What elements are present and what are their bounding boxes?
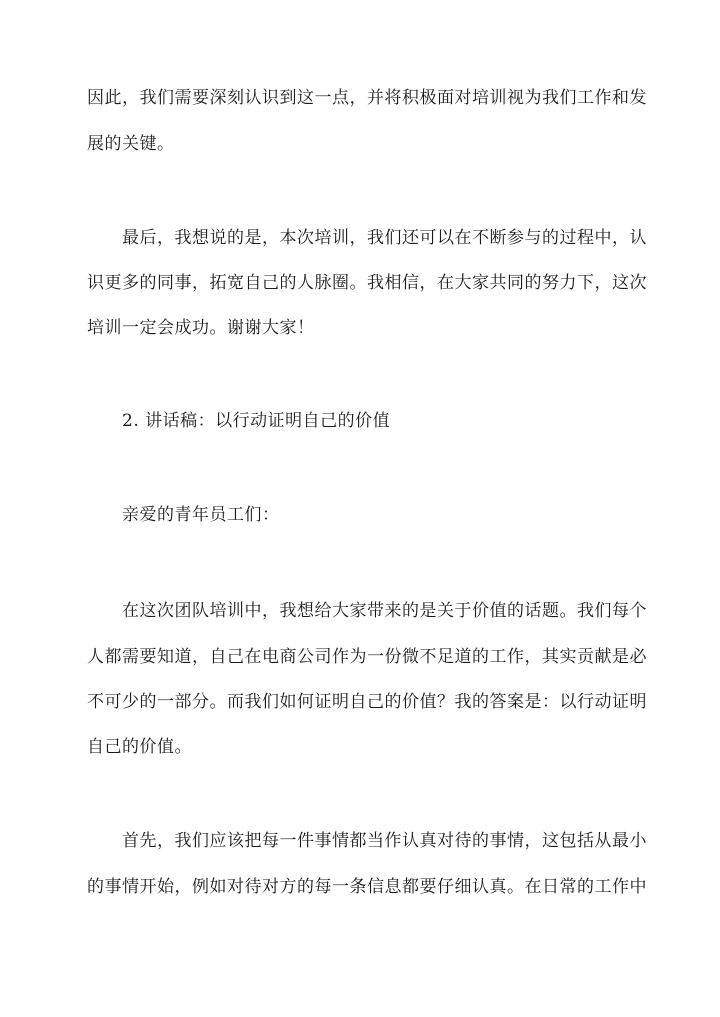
paragraph-line: 因此，我们需要深刻认识到这一点，并将积极面对培训视为我们工作和发 bbox=[87, 88, 647, 108]
paragraph-line: 培训一定会成功。谢谢大家！ bbox=[87, 318, 315, 338]
paragraph-line: 不可少的一部分。而我们如何证明自己的价值？我的答案是：以行动证明 bbox=[87, 692, 647, 712]
paragraph-line: 的事情开始，例如对待对方的每一条信息都要仔细认真。在日常的工作中 bbox=[87, 877, 647, 897]
paragraph-line: 识更多的同事，拓宽自己的人脉圈。我相信，在大家共同的努力下，这次 bbox=[87, 273, 647, 293]
salutation: 亲爱的青年员工们： bbox=[87, 505, 280, 525]
paragraph-line: 最后，我想说的是，本次培训，我们还可以在不断参与的过程中，认 bbox=[87, 228, 647, 248]
paragraph-line: 在这次团队培训中，我想给大家带来的是关于价值的话题。我们每个 bbox=[87, 601, 647, 621]
paragraph-line: 首先，我们应该把每一件事情都当作认真对待的事情，这包括从最小 bbox=[87, 831, 647, 851]
paragraph-line: 展的关键。 bbox=[87, 134, 175, 154]
paragraph-line: 自己的价值。 bbox=[87, 737, 192, 757]
paragraph-line: 人都需要知道，自己在电商公司作为一份微不足道的工作，其实贡献是必 bbox=[87, 647, 647, 667]
section-heading: 2. 讲话稿：以行动证明自己的价值 bbox=[87, 411, 391, 431]
